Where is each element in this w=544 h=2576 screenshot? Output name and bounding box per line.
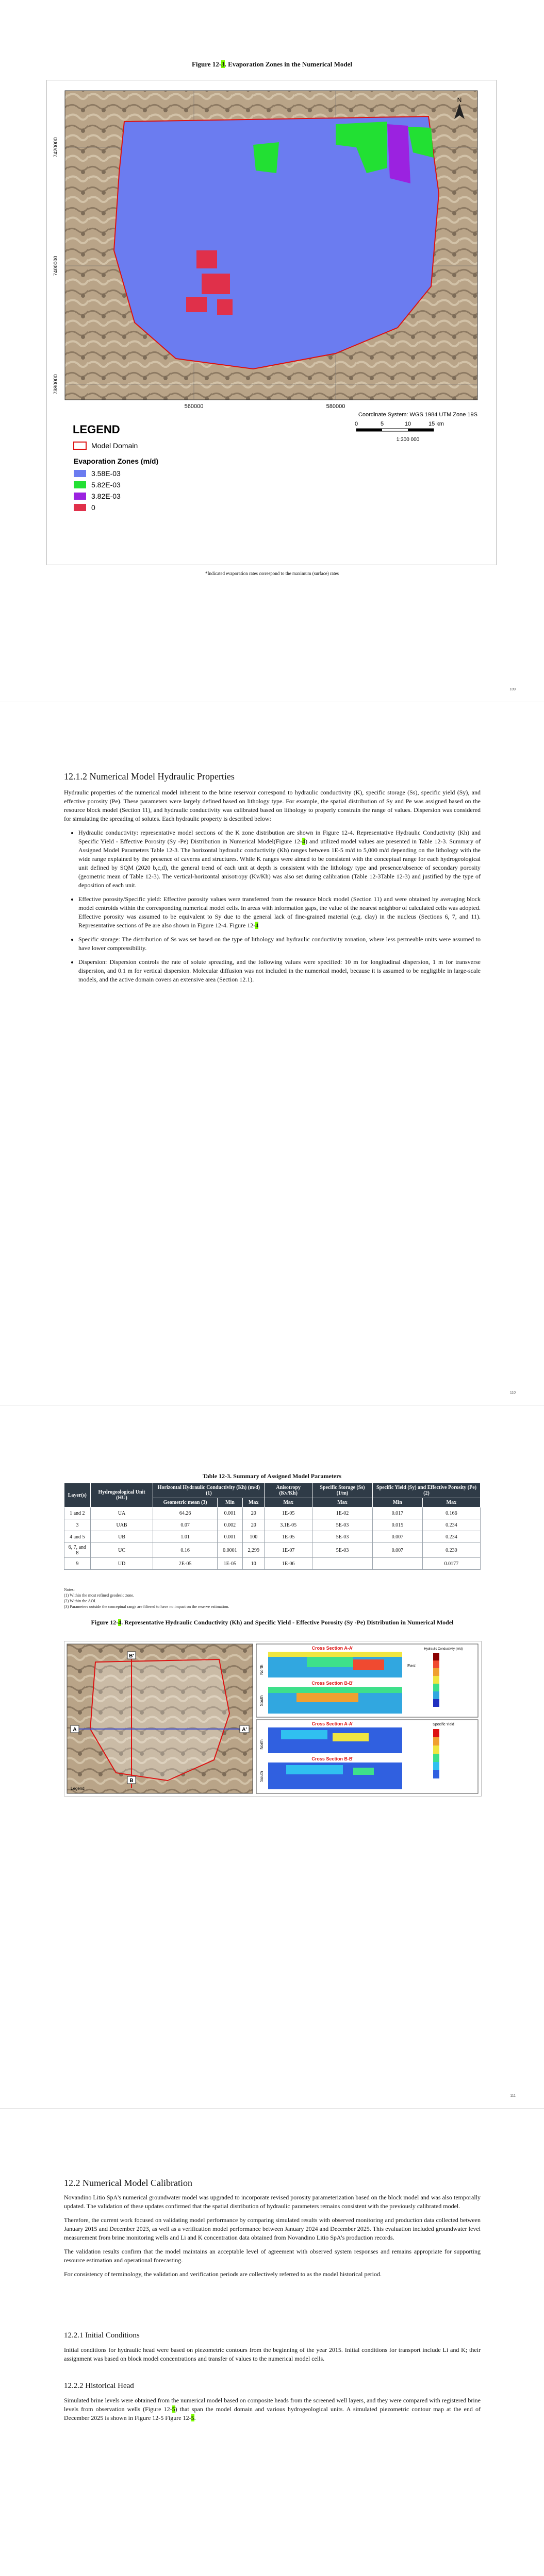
table-cell: UAB: [90, 1519, 153, 1531]
table-cell: 0.16: [153, 1543, 217, 1558]
legend-item-label: 3.58E-03: [91, 469, 121, 478]
legend-swatch: [74, 470, 86, 477]
y-tick: 7400000: [53, 256, 59, 276]
col-kh: Horizontal Hydraulic Conductivity (Kh) (m/d) (1): [153, 1483, 265, 1498]
section-heading: 12.1.2 Numerical Model Hydraulic Properties: [64, 771, 235, 782]
kh-legend-title: Hydraulic Conductivity (m/d): [424, 1648, 463, 1651]
note-line: Notes:: [64, 1587, 75, 1592]
note-line: (2) Within the AOI.: [64, 1599, 96, 1603]
table-row: [64, 1519, 481, 1531]
table-cell: 0.001: [217, 1531, 242, 1543]
initial-conditions-text: [64, 2346, 481, 2368]
table-cell: 9: [64, 1558, 91, 1570]
property-list: [64, 828, 481, 984]
east-label: East: [407, 1664, 416, 1668]
table-cell: 0.001: [217, 1507, 242, 1519]
kh-section-bb-title: Cross Section B-B': [311, 1681, 354, 1686]
table-cell: 100: [242, 1531, 264, 1543]
legend-domain-label: Model Domain: [91, 442, 138, 450]
evaporation-footnote: *Indicated evaporation rates correspond to the maximum (surface) rates: [205, 571, 339, 576]
table-cell: 0.002: [217, 1519, 242, 1531]
table-cell: 0.015: [373, 1519, 423, 1531]
evap-zone-red: [217, 299, 233, 315]
table-cell: 4 and 5: [64, 1531, 91, 1543]
table-cell: 1E-05: [217, 1558, 242, 1570]
kh-section-aa-title: Cross Section A-A': [311, 1646, 354, 1651]
table-notes: [64, 1587, 229, 1609]
table-row: [64, 1543, 481, 1558]
evaporation-map: [47, 80, 496, 565]
col-aniso: Anisotropy (Kv/Kh): [265, 1483, 312, 1498]
page-1: [0, 0, 544, 701]
table-row: [64, 1558, 481, 1570]
scale-label: 5: [380, 421, 384, 427]
paragraph: Therefore, the current work focused on validating model performance by comparing simulated results with observed monitoring and production data collected between January 2015 and December 2023, as well as a verification model performance between January 2024 and December 2025. This evaluation included groundwater level measurement from brine monitoring wells and Li and K concentration data obtained from Novandino Litio SpA's production records.: [64, 2216, 481, 2241]
label-a-prime: A': [242, 1727, 247, 1733]
bullet-dispersion: • Dispersion: Dispersion controls the rate of solute spreading, and the following values were specified: 10 m for longitudinal dispersion, 1 m for transverse dispersion, and 0.1 m for vertical dispersion. Molecular diffusion was not included in the numerical model, because it is assumed to be negligible in large-scale models, and the active domain covers an extensive area (Section 12.1).: [78, 958, 481, 984]
table-cell: 1E-02: [312, 1507, 372, 1519]
col-kh-max: Max: [242, 1498, 264, 1507]
col-aniso-max: Max: [265, 1498, 312, 1507]
table-cell: [312, 1558, 372, 1570]
table-row: [64, 1531, 481, 1543]
kh-sy-figure: [64, 1641, 482, 1797]
x-tick: 580000: [326, 403, 345, 410]
page-4: [0, 2110, 544, 2576]
table-cell: 20: [242, 1519, 264, 1531]
legend-evap-title: Evaporation Zones (m/d): [74, 457, 159, 465]
table-cell: 0.234: [422, 1519, 480, 1531]
page-2: [0, 703, 544, 1404]
model-domain: [90, 1659, 229, 1781]
paragraph: Simulated brine levels were obtained from the numerical model based on composite heads from the screened well layers, and they were compared with registered brine levels from observation wells (Figure 12-5) that span the model domain and various hydrogeological units. A simulated piezometric contour map at the end of December 2025 is shown in Figure 12-5 Figure 12-5.: [64, 2397, 481, 2421]
legend-item-label: 3.82E-03: [91, 492, 121, 500]
paragraph: Novandino Litio SpA's numerical groundwater model was upgraded to incorporate revised porosity parameterization based on the block model and was also temporally updated. The validation of these updates confirmed that the spatial distribution of hydraulic parameters remains consistent with the previously calibrated model.: [64, 2194, 481, 2210]
col-sy: Specific Yield (Sy) and Effective Porosity (Pe) (2): [373, 1483, 481, 1498]
col-kh-min: Min: [217, 1498, 242, 1507]
scale-label: 10: [404, 421, 411, 427]
north-label: North: [259, 1739, 264, 1750]
table-cell: 0.07: [153, 1519, 217, 1531]
label-a: A: [73, 1727, 77, 1733]
table-cell: 1E-06: [265, 1558, 312, 1570]
page-separator: [0, 2108, 544, 2109]
legend-domain-swatch: [74, 442, 86, 449]
table-row: [64, 1507, 481, 1519]
figure-caption: Figure 12-4. Representative Hydraulic Conductivity (Kh) and Specific Yield - Effective Porosity (Sy -Pe) Distribution in Numerical Model: [91, 1619, 454, 1626]
legend-swatch: [74, 481, 86, 488]
intro-paragraph: Hydraulic properties of the numerical model inherent to the brine reservoir correspond to hydraulic conductivity (K), specific storage (Ss), specific yield (Sy), and effective porosity (Pe). These parameters were largely defined based on lithology type. For example, the spatial distribution of Sy and Pe was assigned based on the resource block model (Section 11), and hydraulic conductivity was calibrated based on lithology to properly constrain the range of values. Dispersion was considered for simulating the spreading of solutes. Each hydraulic property is described below:: [64, 789, 481, 822]
table-cell: 0.017: [373, 1507, 423, 1519]
note-line: (1) Within the most refined geodesic zone.: [64, 1593, 135, 1598]
page-number: 110: [509, 1391, 516, 1395]
sy-section-bb-title: Cross Section B-B': [311, 1756, 354, 1761]
scale-label: 15 km: [428, 421, 444, 427]
col-sy-min: Min: [373, 1498, 423, 1507]
subsection-heading: 12.2.2 Historical Head: [64, 2382, 134, 2390]
sy-legend-title: Specific Yield: [433, 1723, 454, 1726]
table-cell: UD: [90, 1558, 153, 1570]
col-unit: Hydrogeological Unit (HU): [90, 1483, 153, 1507]
sy-section-aa-title: Cross Section A-A': [311, 1721, 354, 1726]
col-sy-max: Max: [422, 1498, 480, 1507]
table-cell: UB: [90, 1531, 153, 1543]
page-number: 111: [510, 2094, 516, 2098]
figure-caption: Figure 12-3. Evaporation Zones in the Numerical Model: [191, 60, 353, 68]
table-cell: 1E-05: [265, 1531, 312, 1543]
table-cell: 6, 7, and 8: [64, 1543, 91, 1558]
hydraulic-properties-text: [64, 788, 481, 989]
table-cell: 3.1E-05: [265, 1519, 312, 1531]
paragraph: Initial conditions for hydraulic head were based on piezometric contours from the beginning of the year 2015. Initial conditions for transport include Li and K; their assignment was based on block model concentrations and transfer of values to the numerical model cells.: [64, 2346, 481, 2362]
evaporation-map-figure: [46, 80, 497, 565]
table-cell: 0.234: [422, 1531, 480, 1543]
table-cell: 2,299: [242, 1543, 264, 1558]
south-label: South: [259, 1695, 264, 1706]
bullet-effective-porosity: • Effective porosity/Specific yield: Effective porosity values were transferred from the resource block model (Section 11) and were obtained by averaging block model centroids within the corresponding numerical model cells. In areas with information gaps, the value of the nearest neighbor of calculated cells was adopted. Effective porosity was assumed to be equivalent to Sy due to the general lack of fine-grained material (e.g. clay) in the nucleus (Sections 6, 7, and 11). Representative sections of Pe are also shown in Figure 12-4. Figure 12-4: [78, 895, 481, 930]
table-cell: 0.0001: [217, 1543, 242, 1558]
coord-system: Coordinate System: WGS 1984 UTM Zone 19S: [358, 412, 477, 418]
historical-head-text: [64, 2396, 481, 2428]
table-cell: 0.007: [373, 1543, 423, 1558]
y-tick: 7380000: [53, 374, 59, 395]
table-cell: 10: [242, 1558, 264, 1570]
evap-zone-red: [186, 297, 207, 312]
label-b: B: [129, 1778, 134, 1784]
col-layer: Layer(s): [64, 1483, 91, 1507]
label-b-prime: B': [129, 1653, 134, 1659]
table-cell: 2E-05: [153, 1558, 217, 1570]
legend-item-label: 5.82E-03: [91, 481, 121, 489]
y-tick: 7420000: [53, 137, 59, 158]
col-ss: Specific Storage (Ss) (1/m): [312, 1483, 372, 1498]
table-caption: Table 12-3. Summary of Assigned Model Parameters: [202, 1472, 342, 1480]
evap-zone-red: [202, 274, 230, 294]
x-tick: 560000: [184, 403, 204, 410]
calibration-text: [64, 2193, 481, 2284]
table-cell: UC: [90, 1543, 153, 1558]
scale-label: 0: [354, 421, 358, 427]
evap-zone-purple: [387, 124, 410, 183]
legend-swatch: [74, 493, 86, 500]
bullet-hydraulic-conductivity: • Hydraulic conductivity: representative model sections of the K zone distribution are shown in Figure 12-4. Representative Hydraulic Conductivity (Kh) and Specific Yield - Effective Porosity (Sy -Pe) Distribution in Numerical Model(Figure 12-4) and utilized model values are presented in Table 12-3. Summary of Assigned Model Parameters Table 12-3. The horizontal hydraulic conductivity (Kh) ranges between 1E-5 m/d to 5,000 m/d depending on the lithology with the wide range explained by the presence of caverns and structures. While K ranges were aimed to be consistent with the conceptual range for each hydrogeological unit defined by SQM (2020 b,c,d), the general trend of each unit at depth is consistent with the lithology type and presence/absence of secondary porosity (geometric mean of Table 12-3). The vertical-horizontal anisotropy (Kv/Kh) was also set during calibration (Table 12-3Table 12-3) and justified by the type of deposition of each unit.: [78, 828, 481, 890]
section-heading: 12.2 Numerical Model Calibration: [64, 2178, 192, 2188]
north-label: N: [457, 96, 462, 104]
table-cell: [373, 1558, 423, 1570]
col-geo-mean: Geometric mean (3): [153, 1498, 217, 1507]
table-cell: 1E-05: [265, 1507, 312, 1519]
south-label: South: [259, 1771, 264, 1782]
note-line: (3) Parameters outside the conceptual range are filtered to have no impact on the reserve estimation.: [64, 1604, 229, 1609]
subsection-heading: 12.2.1 Initial Conditions: [64, 2331, 140, 2340]
table-cell: 0.230: [422, 1543, 480, 1558]
table-cell: 64.26: [153, 1507, 217, 1519]
north-label: North: [259, 1665, 264, 1675]
table-cell: UA: [90, 1507, 153, 1519]
table-cell: 0.007: [373, 1531, 423, 1543]
map-legend-label: Legend: [71, 1786, 85, 1791]
evap-zone-red: [196, 250, 217, 268]
model-parameters-table: [64, 1483, 481, 1570]
table-cell: 0.0177: [422, 1558, 480, 1570]
legend-item-label: 0: [91, 503, 95, 512]
legend-title: LEGEND: [73, 423, 120, 436]
page-3: [0, 1406, 544, 2107]
table-cell: 5E-03: [312, 1531, 372, 1543]
table-cell: 20: [242, 1507, 264, 1519]
bullet-specific-storage: • Specific storage: The distribution of Ss was set based on the type of lithology and hydraulic conductivity zonation, where less permeable units were assumed to have lower compressibility.: [78, 935, 481, 953]
sy-colorbar: [433, 1729, 439, 1778]
scale-ratio: 1:300 000: [396, 437, 420, 443]
table-cell: 5E-03: [312, 1543, 372, 1558]
legend-items: [74, 469, 121, 512]
table-cell: 5E-03: [312, 1519, 372, 1531]
table-cell: 1E-07: [265, 1543, 312, 1558]
page-number: 109: [509, 688, 516, 691]
paragraph: For consistency of terminology, the validation and verification periods are collectively referred to as the model historical period.: [64, 2270, 382, 2278]
evap-zone-green: [253, 142, 279, 173]
table-body: [64, 1507, 481, 1570]
table-cell: 0.166: [422, 1507, 480, 1519]
table-cell: 1 and 2: [64, 1507, 91, 1519]
legend-swatch: [74, 504, 86, 511]
table-cell: 3: [64, 1519, 91, 1531]
paragraph: The validation results confirm that the model maintains an acceptable level of agreement with observed system responses and remains appropriate for supporting resource estimation and operational forecasting.: [64, 2248, 481, 2264]
table-cell: 1.01: [153, 1531, 217, 1543]
kh-sy-graphic: [64, 1641, 481, 1796]
col-ss-max: Max: [312, 1498, 372, 1507]
kh-colorbar: [433, 1653, 439, 1707]
